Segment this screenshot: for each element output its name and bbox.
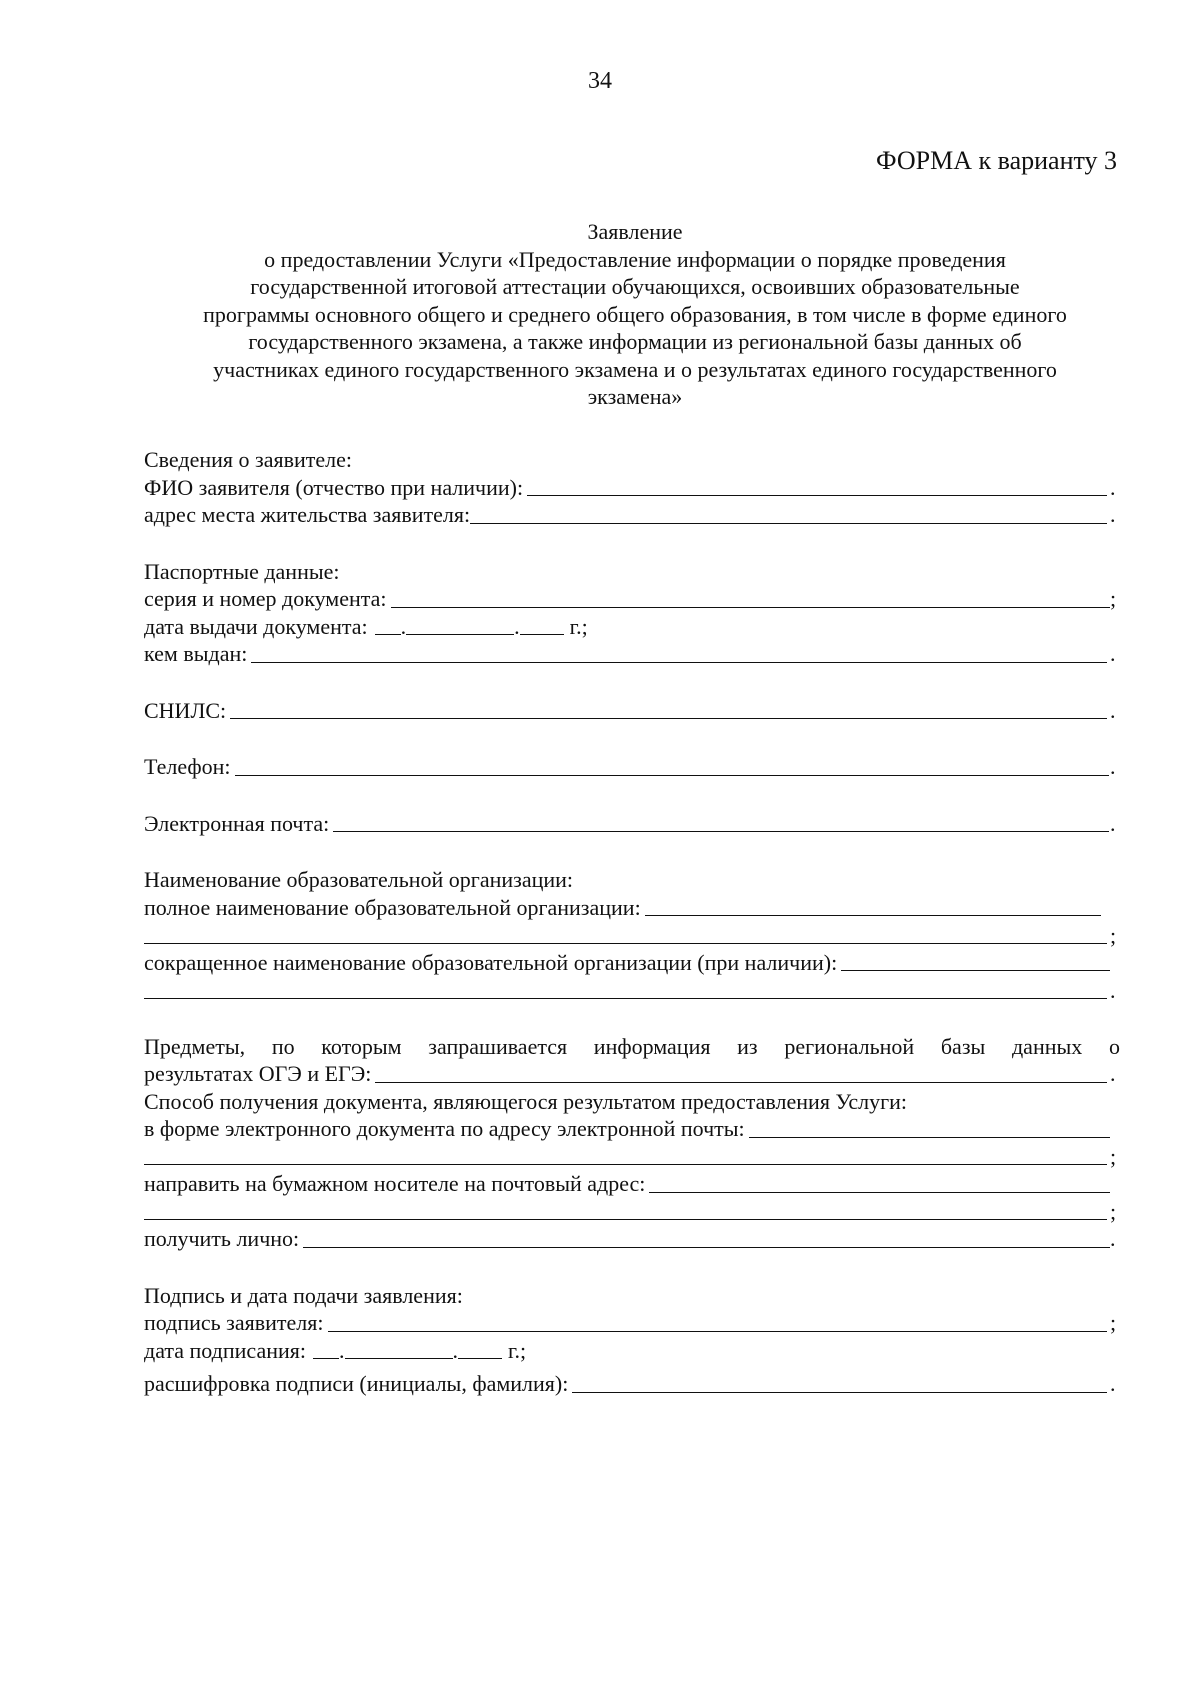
receipt-email-row — [144, 1115, 1120, 1143]
issued-by-row — [144, 640, 1120, 668]
email-label: Электронная почта: — [144, 810, 330, 836]
passport-series-field[interactable] — [391, 586, 1110, 608]
phone-row: Телефон: . — [144, 754, 1116, 779]
receipt-email-field[interactable] — [749, 1116, 1110, 1138]
title-line: о предоставлении Услуги «Предоставление информации о порядке проведения — [264, 246, 1006, 272]
email-field[interactable] — [333, 810, 1109, 832]
passport-date-row: дата выдачи документа: . . г.; — [144, 613, 588, 639]
passport-day-field[interactable] — [375, 613, 401, 635]
application-title — [145, 218, 1125, 411]
fio-row — [144, 474, 1120, 502]
address-label: адрес места жительства заявителя: — [144, 502, 471, 527]
receipt-heading: Способ получения документа, являющегося результатом предоставления Услуги: — [144, 1088, 908, 1114]
issued-by-label: кем выдан: — [144, 641, 248, 666]
signing-year-field[interactable] — [458, 1337, 502, 1359]
snils-row: СНИЛС: . — [144, 697, 1116, 723]
title-line: государственной итоговой аттестации обучающихся, освоивших образовательные — [250, 274, 1020, 299]
receipt-post-continuation-row: ; — [144, 1198, 1120, 1226]
address-field[interactable] — [470, 502, 1107, 524]
passport-heading: Паспортные данные: — [144, 558, 340, 584]
phone-field[interactable] — [235, 754, 1109, 776]
org-short-label: сокращенное наименование образовательной организации (при наличии): — [144, 949, 838, 975]
title-line: государственного экзамена, а также информации из региональной базы данных об — [248, 329, 1022, 354]
title-line: Заявление — [587, 219, 683, 244]
issued-by-field[interactable] — [251, 641, 1107, 663]
signature-decode-row: расшифровка подписи (инициалы, фамилия): . — [144, 1371, 1116, 1396]
phone-label: Телефон: — [144, 754, 231, 779]
signature-heading: Подпись и дата подачи заявления: — [144, 1282, 463, 1308]
snils-label: СНИЛС: — [144, 697, 227, 723]
passport-month-field[interactable] — [406, 613, 514, 635]
receipt-post-field-line2[interactable] — [144, 1198, 1107, 1220]
subjects-label: результатах ОГЭ и ЕГЭ: — [144, 1061, 372, 1086]
passport-year-field[interactable] — [520, 613, 564, 635]
email-row: Электронная почта: . — [144, 810, 1116, 836]
title-line: программы основного общего и среднего общего образования, в том числе в форме единого — [203, 301, 1067, 327]
signature-decode-label: расшифровка подписи (инициалы, фамилия): — [144, 1371, 569, 1396]
title-line: экзамена» — [587, 384, 683, 409]
org-full-field[interactable] — [645, 894, 1101, 916]
organization-heading: Наименование образовательной организации: — [144, 867, 574, 892]
org-short-row — [144, 949, 1120, 977]
passport-series-term: ; — [1110, 586, 1117, 611]
receipt-personal-field[interactable] — [303, 1226, 1110, 1248]
signing-day-field[interactable] — [313, 1337, 339, 1359]
signing-date-row: дата подписания: . . г.; — [144, 1337, 527, 1363]
signing-date-label: дата подписания: — [144, 1337, 306, 1363]
org-full-label: полное наименование образовательной организации: — [144, 894, 641, 920]
org-full-continuation-row: ; — [144, 921, 1120, 949]
receipt-post-label: направить на бумажном носителе на почтовый адрес: — [144, 1171, 646, 1196]
receipt-email-field-line2[interactable] — [144, 1143, 1107, 1165]
fio-field[interactable] — [527, 474, 1107, 496]
issued-by-term: . — [1110, 641, 1116, 666]
signature-label: подпись заявителя: — [144, 1310, 324, 1335]
receipt-post-field[interactable] — [649, 1171, 1110, 1193]
receipt-personal-label: получить лично: — [144, 1226, 300, 1251]
org-short-field-line2[interactable] — [144, 977, 1107, 999]
passport-series-row — [144, 585, 1120, 613]
fio-label: ФИО заявителя (отчество при наличии): — [144, 474, 524, 500]
org-short-continuation-row: . — [144, 976, 1120, 1004]
receipt-personal-row: получить лично: . — [144, 1226, 1116, 1251]
org-full-field-line2[interactable] — [144, 922, 1107, 944]
subjects-row: Предметы, по которым запрашивается информация из региональной базы данных о — [144, 1033, 1120, 1059]
subjects-field[interactable] — [375, 1061, 1107, 1083]
receipt-post-row — [144, 1170, 1120, 1198]
address-row — [144, 501, 1120, 529]
fio-term: . — [1110, 474, 1116, 500]
address-term: . — [1110, 502, 1116, 527]
signature-decode-field[interactable] — [572, 1371, 1107, 1393]
passport-date-label: дата выдачи документа: — [144, 613, 368, 639]
signing-month-field[interactable] — [345, 1337, 453, 1359]
signature-field[interactable] — [328, 1310, 1107, 1332]
snils-field[interactable] — [230, 697, 1107, 719]
form-body — [144, 446, 1120, 1398]
signature-row: подпись заявителя: ; — [144, 1310, 1117, 1335]
passport-series-label: серия и номер документа: — [144, 586, 387, 611]
form-label: ФОРМА к варианту 3 — [876, 146, 1117, 175]
org-full-row — [144, 894, 1120, 922]
receipt-email-label: в форме электронного документа по адресу электронной почты: — [144, 1116, 745, 1141]
subjects-field-row: результатах ОГЭ и ЕГЭ: . — [144, 1061, 1116, 1086]
title-line: участниках единого государственного экзамена и о результатах единого государственного — [213, 356, 1057, 382]
applicant-heading: Сведения о заявителе: — [144, 447, 353, 472]
receipt-email-continuation-row: ; — [144, 1143, 1120, 1171]
page-number: 34 — [588, 68, 612, 94]
org-short-field[interactable] — [841, 949, 1110, 971]
